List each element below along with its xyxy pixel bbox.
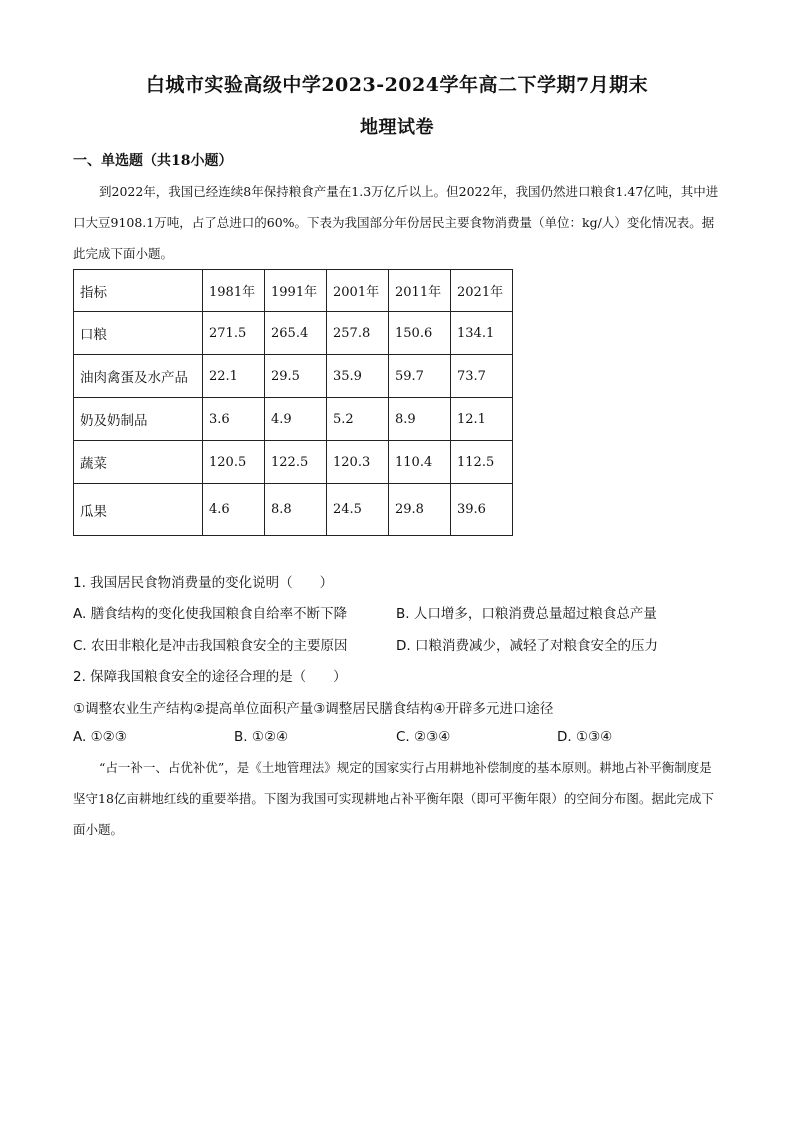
question-1-option-b[interactable]: B. 人口增多，口粮消费总量超过粮食总产量: [396, 606, 657, 622]
question-1-stem: 1. 我国居民食物消费量的变化说明（ ）: [73, 575, 334, 591]
question-2-option-c[interactable]: C. ②③④: [396, 729, 451, 745]
table-header-cell: 2011年: [389, 270, 451, 312]
table-cell: 4.9: [265, 398, 327, 441]
table-cell: 120.5: [203, 441, 265, 484]
table-header-row: [74, 270, 513, 312]
table-header-cell: 2021年: [451, 270, 513, 312]
table-cell: 39.6: [451, 484, 513, 536]
table-header-cell: 指标: [74, 270, 203, 312]
page-subtitle: 地理试卷: [360, 117, 434, 138]
page-title: 白城市实验高级中学2023-2024学年高二下学期7月期末: [145, 74, 649, 96]
table-cell: 271.5: [203, 312, 265, 355]
table-row: [74, 355, 513, 398]
table-row: [74, 312, 513, 355]
question-2-stem: 2. 保障我国粮食安全的途径合理的是（ ）: [73, 669, 347, 685]
table-cell: 29.8: [389, 484, 451, 536]
table-cell: 257.8: [327, 312, 389, 355]
table-cell: 奶及奶制品: [74, 398, 203, 441]
table-cell: 35.9: [327, 355, 389, 398]
table-cell: 24.5: [327, 484, 389, 536]
table-cell: 73.7: [451, 355, 513, 398]
table-cell: 口粮: [74, 312, 203, 355]
table-cell: 110.4: [389, 441, 451, 484]
table-cell: 122.5: [265, 441, 327, 484]
table-cell: 8.9: [389, 398, 451, 441]
table-cell: 蔬菜: [74, 441, 203, 484]
intro-paragraph-2: “占一补一、占优补优”，是《土地管理法》规定的国家实行占用耕地补偿制度的基本原则。耕地占补平衡制度是坚守18亿亩耕地红线的重要举措。下图为我国可实现耕地占补平衡年限（即可平衡年限）的空间分布图。据此完成下面小题。: [73, 760, 714, 837]
question-1-option-d[interactable]: D. 口粮消费减少，减轻了对粮食安全的压力: [396, 638, 658, 654]
table-row: [74, 441, 513, 484]
table-cell: 120.3: [327, 441, 389, 484]
table-cell: 4.6: [203, 484, 265, 536]
table-header-cell: 2001年: [327, 270, 389, 312]
table-cell: 59.7: [389, 355, 451, 398]
table-cell: 瓜果: [74, 484, 203, 536]
table-cell: 22.1: [203, 355, 265, 398]
question-2-items: ①调整农业生产结构②提高单位面积产量③调整居民膳食结构④开辟多元进口途径: [73, 701, 554, 717]
table-header-cell: 1991年: [265, 270, 327, 312]
question-2-option-b[interactable]: B. ①②④: [234, 729, 289, 745]
table-cell: 134.1: [451, 312, 513, 355]
question-1-option-a[interactable]: A. 膳食结构的变化使我国粮食自给率不断下降: [73, 606, 348, 622]
table-cell: 150.6: [389, 312, 451, 355]
question-1-option-c[interactable]: C. 农田非粮化是冲击我国粮食安全的主要原因: [73, 638, 348, 654]
section-heading: 一、单选题（共18小题）: [73, 153, 233, 169]
table-cell: 3.6: [203, 398, 265, 441]
question-2-option-a[interactable]: A. ①②③: [73, 729, 127, 745]
table-row: [74, 398, 513, 441]
table-cell: 12.1: [451, 398, 513, 441]
consumption-table: [73, 269, 513, 536]
table-header-cell: 1981年: [203, 270, 265, 312]
table-cell: 油肉禽蛋及水产品: [74, 355, 203, 398]
table-cell: 29.5: [265, 355, 327, 398]
table-cell: 265.4: [265, 312, 327, 355]
table-row: [74, 484, 513, 536]
question-2-option-d[interactable]: D. ①③④: [557, 729, 613, 745]
table-cell: 8.8: [265, 484, 327, 536]
intro-paragraph-1: 到2022年，我国已经连续8年保持粮食产量在1.3万亿斤以上。但2022年，我国仍然进口粮食1.47亿吨，其中进口大豆9108.1万吨，占了总进口的60%。下表为我国部分年份居民主要食物消费量（单位：kg/人）变化情况表。据此完成下面小题。: [73, 184, 719, 261]
table-cell: 5.2: [327, 398, 389, 441]
table-cell: 112.5: [451, 441, 513, 484]
